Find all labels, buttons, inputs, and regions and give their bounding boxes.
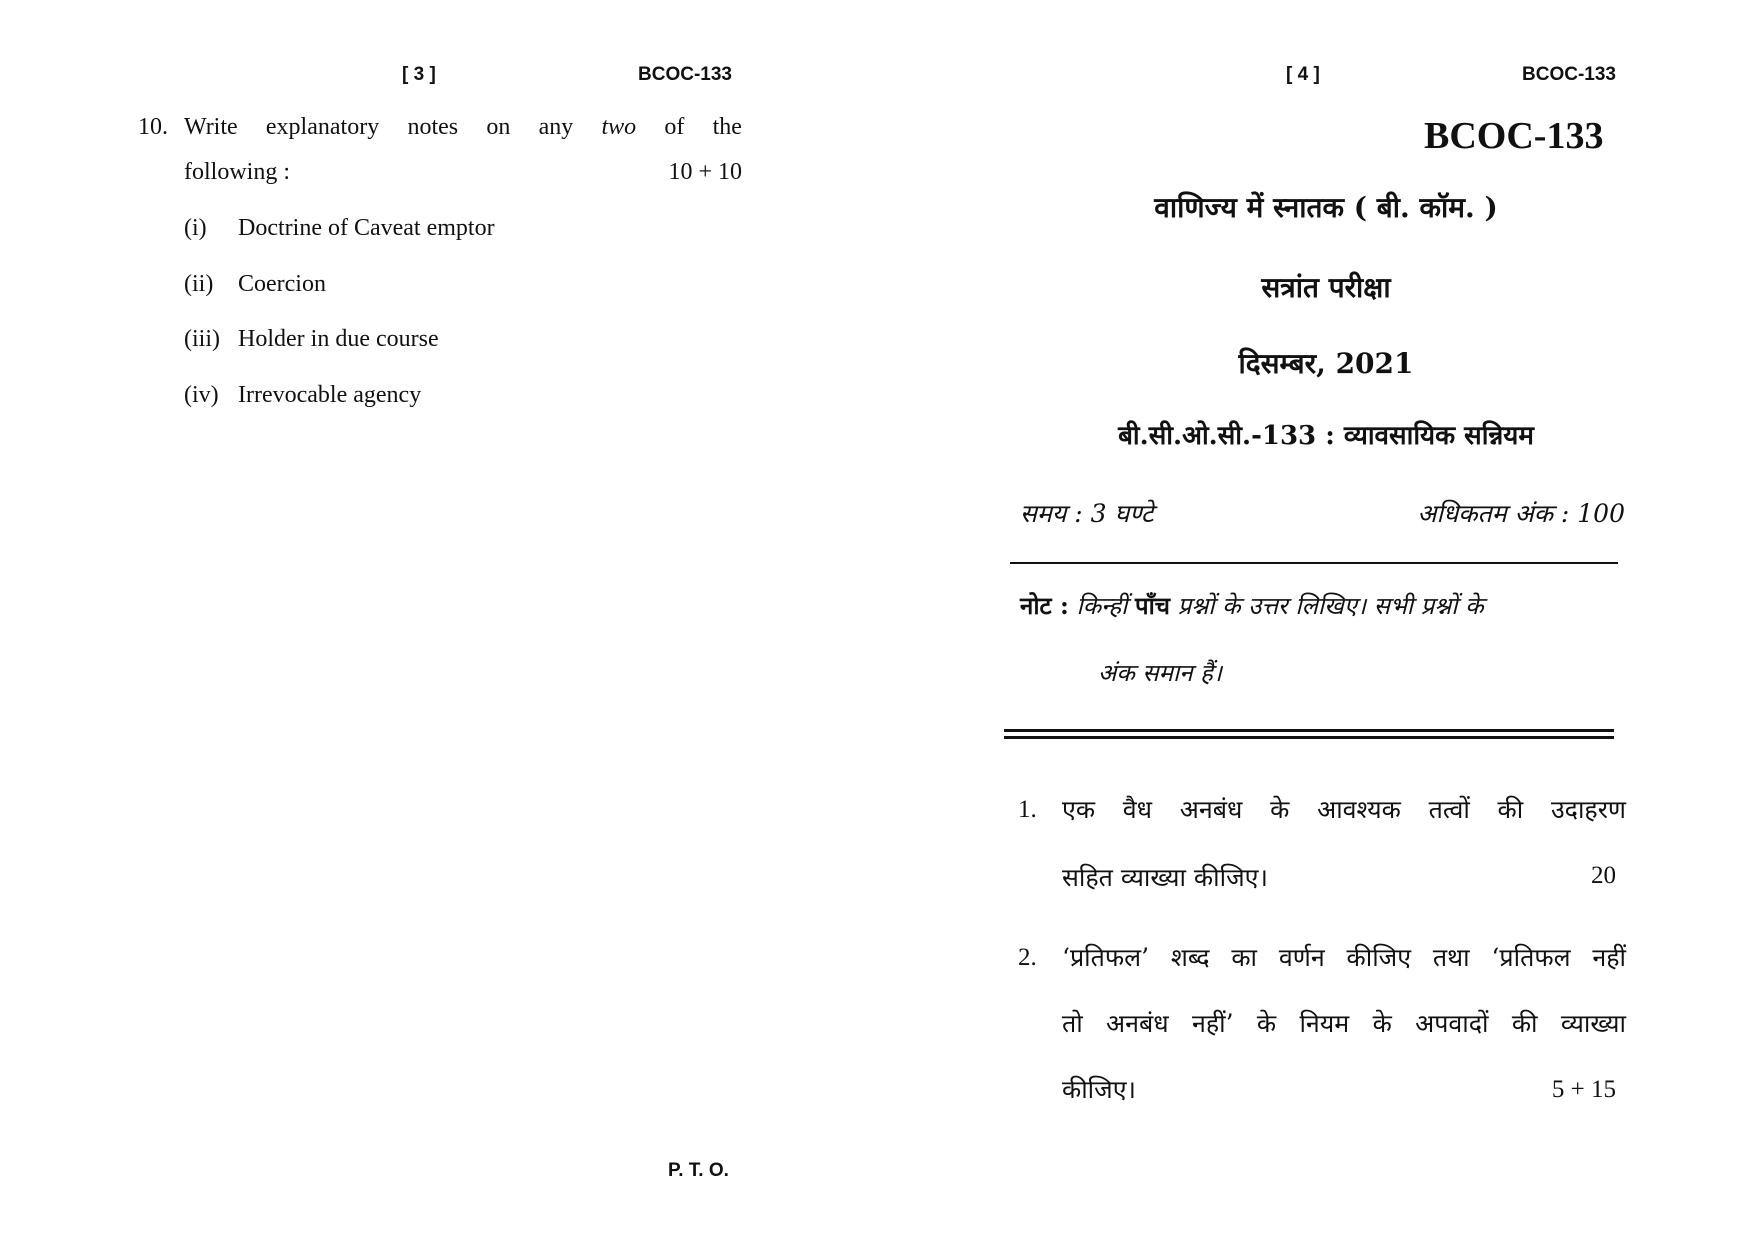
question-text: ‘प्रतिफल’ शब्द का वर्णन कीजिए तथा ‘प्रतिफल नहीं (1062, 943, 1626, 972)
question-number: 2. (1018, 944, 1037, 971)
question-line-2: following : (184, 159, 290, 185)
page-number: [ 4 ] (1286, 64, 1320, 85)
question-text: कीजिए। (1062, 1075, 1137, 1104)
exam-date: दिसम्बर, 2021 (1238, 347, 1414, 380)
instructions-note: नोट : किन्हीं पाँच प्रश्नों के उत्तर लिखिए। सभी प्रश्नों के (1020, 591, 1484, 620)
paper-code-title: BCOC-133 (1424, 115, 1604, 157)
question-marks: 5 + 15 (1551, 1076, 1616, 1103)
option-item: (i) Doctrine of Caveat emptor (184, 215, 495, 241)
degree-title: वाणिज्य में स्नातक ( बी. कॉम. ) (1154, 191, 1498, 224)
question-marks: 20 (1591, 862, 1616, 889)
page-number: [ 3 ] (402, 64, 436, 85)
question-text: एक वैध अनबंध के आवश्यक तत्वों की उदाहरण (1062, 795, 1626, 824)
question-marks: 10 + 10 (668, 159, 742, 185)
paper-code: BCOC-133 (638, 64, 732, 85)
option-item: (iii) Holder in due course (184, 326, 439, 352)
divider (1010, 562, 1618, 564)
question-text: सहित व्याख्या कीजिए। (1062, 863, 1268, 892)
option-item: (iv) Irrevocable agency (184, 382, 422, 408)
option-item: (ii) Coercion (184, 271, 326, 297)
question-number: 10. (138, 114, 168, 140)
course-title: बी.सी.ओ.सी.-133 : व्यावसायिक सन्नियम (1118, 421, 1534, 451)
exam-time: समय : 3 घण्टे (1020, 499, 1154, 528)
question-text: तो अनबंध नहीं’ के नियम के अपवादों की व्याख्या (1062, 1009, 1626, 1038)
exam-title: सत्रांत परीक्षा (1261, 271, 1391, 304)
pto-footer: P. T. O. (668, 1160, 729, 1181)
instructions-note-cont: अंक समान हैं। (1098, 659, 1222, 687)
question-line-1: Write explanatory notes on any two of the (184, 114, 742, 140)
paper-code: BCOC-133 (1522, 64, 1616, 85)
divider (1004, 736, 1614, 739)
max-marks: अधिकतम अंक : 100 (1417, 499, 1625, 528)
divider (1004, 729, 1614, 732)
question-number: 1. (1018, 796, 1037, 823)
